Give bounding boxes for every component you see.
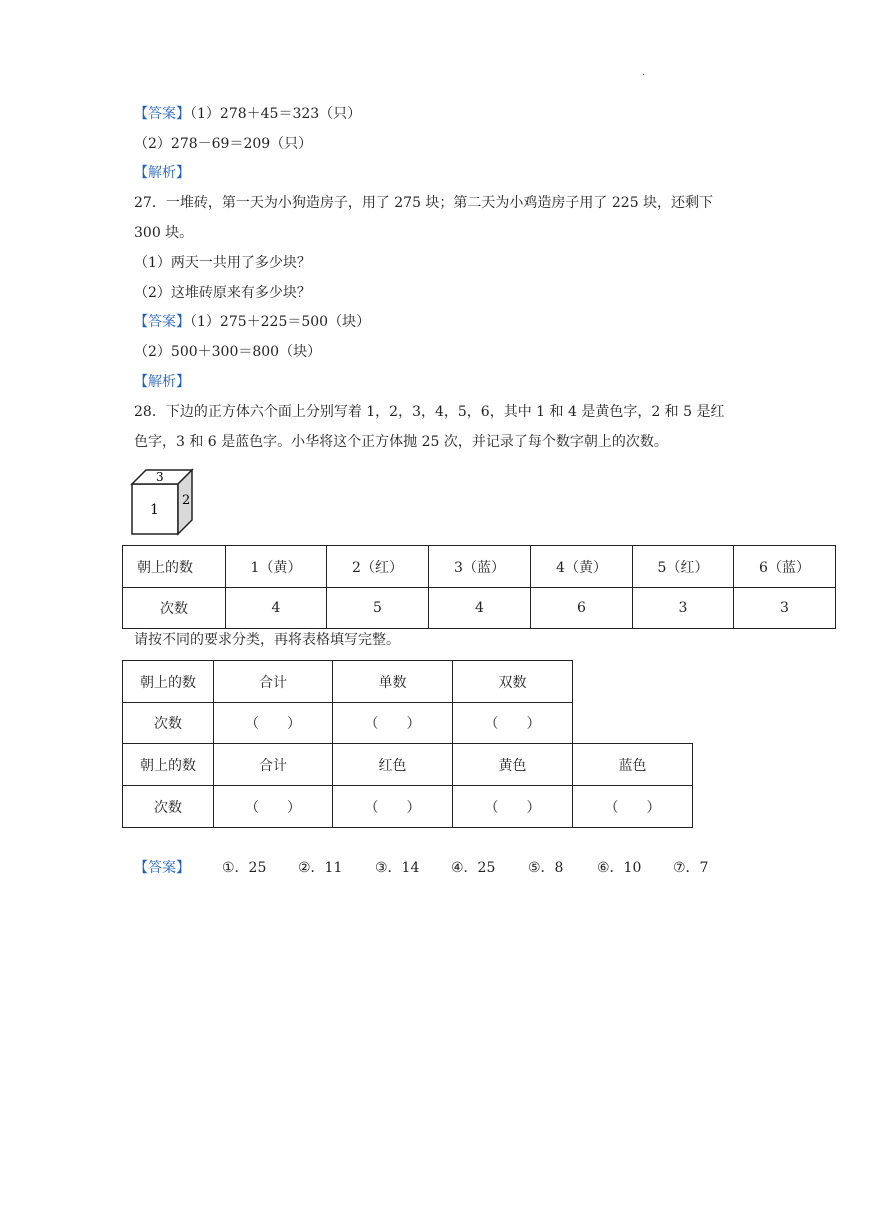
table-cell: 单数 [333,661,453,703]
table-cell: 蓝色 [573,744,693,786]
tally-table [122,545,836,629]
answer-tag: 【答案】 [134,314,190,330]
answer-item: ⑦．7 [673,860,709,876]
cube-top-number: 3 [156,470,164,484]
q28-answer-tag: 【答案】 [134,860,190,876]
q28-instruction: 请按不同的要求分类，再将表格填写完整。 [134,632,400,648]
table-cell: 6（蓝） [734,546,836,588]
table-cell: 4 [226,588,327,629]
table-cell: 4 [429,588,531,629]
q26-answer-1: （1）278＋45＝323（只） [190,106,362,122]
table-cell: 合计 [214,661,333,703]
table-cell: 3（蓝） [429,546,531,588]
table-cell: 5（红） [633,546,734,588]
blank-cell[interactable]: （ ） [333,703,453,744]
cube-side-number: 2 [182,493,191,508]
table-cell: 朝上的数 [123,744,214,786]
q27-analysis-tag: 【解析】 [134,374,190,390]
table-cell: 4（黄） [531,546,633,588]
table-row [123,786,693,828]
q27-text-line-2: 300 块。 [134,225,194,241]
odd-even-table [122,660,573,744]
blank-cell[interactable]: （ ） [214,786,333,828]
table-cell: 红色 [333,744,453,786]
page-mark: · [642,70,646,81]
q26-answer-2: （2）278－69＝209（只） [134,136,313,152]
answer-item: ⑤．8 [528,860,564,876]
table-row [123,546,836,588]
table-cell: 次数 [123,703,214,744]
table-cell: 2（红） [327,546,429,588]
blank-cell[interactable]: （ ） [453,703,573,744]
q27-sub-question-2: （2）这堆砖原来有多少块？ [134,285,311,301]
table-cell: 次数 [123,786,214,828]
blank-cell[interactable]: （ ） [214,703,333,744]
table-row [123,661,573,703]
cube-figure [128,466,200,538]
blank-cell[interactable]: （ ） [333,786,453,828]
table-row [123,588,836,629]
q26-answer-line-1 [134,104,361,124]
table-cell: 朝上的数 [123,546,226,588]
cube-front-number: 1 [150,502,159,518]
table-cell: 黄色 [453,744,573,786]
table-row [123,703,573,744]
color-table [122,743,693,828]
answer-tag: 【答案】 [134,106,190,122]
answer-item: ①．25 [222,860,267,876]
answer-item: ⑥．10 [597,860,642,876]
q27-answer-line-1 [134,312,370,332]
blank-cell[interactable]: （ ） [453,786,573,828]
table-cell: 合计 [214,744,333,786]
table-cell: 次数 [123,588,226,629]
table-cell: 朝上的数 [123,661,214,703]
q26-analysis-tag: 【解析】 [134,165,190,181]
q27-answer-2: （2）500＋300＝800（块） [134,344,322,360]
table-cell: 6 [531,588,633,629]
q28-text-line-1: 28．下边的正方体六个面上分别写着 1，2，3，4，5，6，其中 1 和 4 是黄色字，2 和 5 是红 [134,404,725,420]
table-cell: 3 [633,588,734,629]
table-cell: 5 [327,588,429,629]
q27-sub-question-1: （1）两天一共用了多少块？ [134,255,311,271]
q27-text-line-1: 27．一堆砖，第一天为小狗造房子，用了 275 块；第二天为小鸡造房子用了 225 块，还剩下 [134,195,714,211]
blank-cell[interactable]: （ ） [573,786,693,828]
table-row [123,744,693,786]
answer-item: ②．11 [298,860,343,876]
q28-text-line-2: 色字，3 和 6 是蓝色字。小华将这个正方体抛 25 次，并记录了每个数字朝上的次数。 [134,434,668,450]
table-cell: 1（黄） [226,546,327,588]
answer-item: ③．14 [375,860,420,876]
answer-item: ④．25 [451,860,496,876]
table-cell: 3 [734,588,836,629]
table-cell: 双数 [453,661,573,703]
q27-answer-1: （1）275＋225＝500（块） [190,314,371,330]
